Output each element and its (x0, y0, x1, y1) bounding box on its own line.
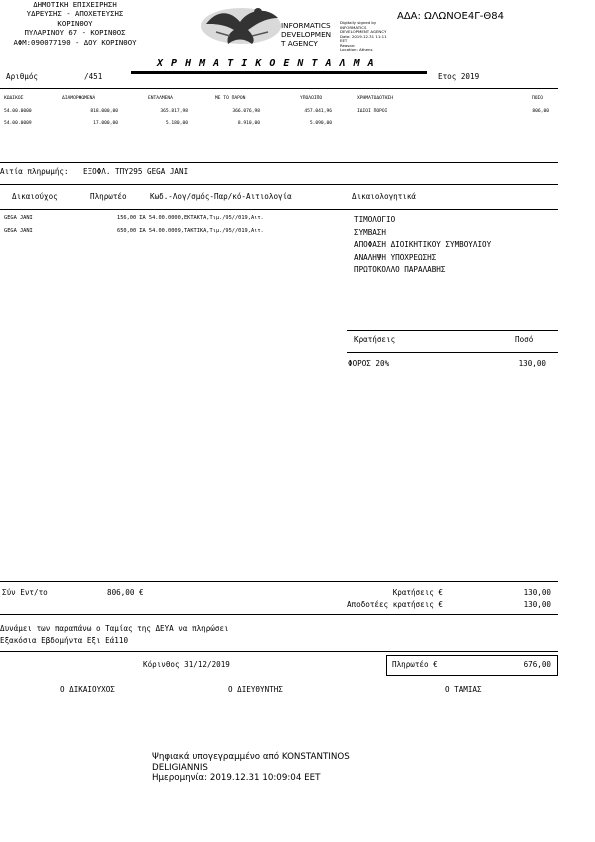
header-beneficiary: Δικαιούχος (12, 192, 58, 201)
deductions-payable-label: Αποδοτέες κρατήσεις € (346, 600, 443, 609)
table-row-issued: 5.180,00 (165, 121, 188, 126)
table-row-code: 54.00.0009 (4, 121, 32, 126)
col-header-amount: ΠΟΣΟ (532, 96, 544, 101)
table-row-formed: 17.000,00 (93, 121, 118, 126)
org-line: ΠΥΛΑΡΙΝΟΥ 67 - ΚΟΡΙΝΘΟΣ (24, 28, 126, 38)
table-row-code: 54.00.0000 (4, 109, 32, 114)
signature-line: Ημερομηνία: 2019.12.31 10:09:04 EET (152, 773, 321, 784)
deductions-header-label: Κρατήσεις (354, 335, 396, 344)
document-item: ΤΙΜΟΛΟΓΙΟ (354, 215, 396, 224)
payable-label: Πληρωτέο € (392, 660, 438, 669)
place-date: Κόρινθος 31/12/2019 (143, 660, 230, 669)
col-header-code: ΚΩΔΙΚΟΣ (4, 96, 24, 101)
signature-stamp: Digitally signed by INFORMATICS DEVELOPMENT AGENCY Date: 2019.12.31 11:11 EET Reason: Location: Athens (340, 20, 387, 52)
org-line: ΔΗΜΟΤΙΚΗ ΕΠΙΧΕΙΡΗΣΗ (33, 0, 117, 9)
signatory-director: Ο ΔΙΕΥΘΥΝΤΗΣ (228, 685, 283, 694)
table-row-remaining: 5.090,00 (309, 121, 332, 126)
signatory-beneficiary: Ο ΔΙΚΑΙΟΥΧΟΣ (60, 685, 115, 694)
deductions-total-value: 130,00 (523, 588, 551, 597)
header-code: Κωδ.-Λογ/σμός-Παρ/κό-Αιτιολογία (150, 192, 292, 201)
col-header-formed: ΔΙΑΜΟΡΦΩΜΕΝΑ (62, 96, 96, 101)
divider (0, 162, 558, 163)
list-item-beneficiary: GEGA JANI (4, 215, 33, 221)
emblem-logo (196, 2, 286, 48)
deduction-label: ΦΟΡΟΣ 20% (348, 359, 390, 368)
org-line: ΥΔΡΕΥΣΗΣ - ΑΠΟΧΕΤΕΥΣΗΣ (26, 9, 124, 19)
number-label: Αριθμός (6, 72, 39, 81)
deductions-total-label: Κρατήσεις € (392, 588, 443, 597)
header-payable: Πληρωτέο (90, 192, 127, 201)
table-row-formed: 818.000,00 (90, 109, 118, 114)
digital-signature (152, 752, 350, 784)
amount-in-words: Εξακόσια Εβδομήντα Εξι Eά110 (0, 636, 129, 645)
org-line: ΚΟΡΙΝΘΟΥ (57, 18, 93, 28)
sum-value: 806,00 € (107, 588, 144, 597)
documents-list (354, 214, 491, 277)
signature-line: Ψηφιακά υπογεγραμμένο από KONSTANTINOS (152, 752, 350, 762)
col-header-issued: ΕΝΤΑΛΜΕΝΑ (148, 96, 173, 101)
deduction-amount: 130,00 (518, 359, 546, 368)
order-text: Δυνάμει των παραπάνω ο Ταμίας της ΔΕΥΑ να πληρώσει (0, 624, 229, 633)
payment-reason-label: Αιτία πληρωμής: (0, 167, 69, 176)
table-row-amount: 806,00 (532, 109, 549, 114)
divider (347, 352, 558, 353)
list-item-detail: 156,00 ΣΑ 54.00.0000,ΕΚΤΑΚΤΑ,Τιμ./95//019,Αιτ. (117, 215, 264, 221)
deductions-payable-value: 130,00 (523, 600, 551, 609)
col-header-funding: ΧΡΗΜΑΤΟΔΟΤΗΣΗ (357, 96, 393, 101)
document-item: ΑΠΟΦΑΣΗ ΔΙΟΙΚΗΤΙΚΟΥ ΣΥΜΒΟΥΛΙΟΥ (354, 240, 492, 250)
table-row-remaining: 457.041,96 (304, 109, 332, 114)
number-value: /451 (84, 72, 103, 81)
divider (0, 184, 558, 185)
deductions-header-amount: Ποσό (515, 335, 534, 344)
title-underline (131, 71, 427, 74)
divider (347, 330, 558, 331)
table-row-current: 366.076,98 (232, 109, 260, 114)
divider (0, 614, 558, 615)
list-item-detail: 650,00 ΣΑ 54.00.0009,ΤΑΚΤΙΚΑ,Τιμ./95//019,Αιτ. (117, 228, 264, 234)
divider (0, 209, 558, 210)
document-item: ΣΥΜΒΑΣΗ (354, 227, 387, 237)
sum-label: Σύν Εντ/το (2, 588, 48, 597)
year-label: Ετος 2019 (438, 72, 480, 81)
divider (0, 651, 558, 652)
document-item: ΠΡΩΤΟΚΟΛΛΟ ΠΑΡΑΛΑΒΗΣ (354, 265, 446, 275)
payment-reason-value: ΕΞΟΦΛ. ΤΠΥ295 GEGA JANI (83, 167, 189, 176)
table-row-issued: 365.817,98 (160, 109, 188, 114)
header-documents: Δικαιολογητικά (352, 192, 417, 201)
signature-line: DELIGIANNIS (152, 762, 208, 773)
signatory-cashier: Ο ΤΑΜΙΑΣ (445, 685, 482, 694)
organization-block (0, 0, 150, 47)
col-header-current: ΜΕ ΤΟ ΠΑΡΟΝ (215, 96, 246, 101)
document-title: Χ Ρ Η Μ Α Τ Ι Κ Ο Ε Ν Τ Α Λ Μ Α (157, 58, 375, 69)
divider (0, 581, 558, 582)
col-header-remaining: ΥΠΟΛΟΙΠΟ (300, 96, 323, 101)
table-row-current: 8.910,00 (237, 121, 260, 126)
agency-text: INFORMATICS DEVELOPMEN T AGENCY (281, 21, 332, 48)
ada-code: ΑΔΑ: ΩΛΩΝΟΕ4Γ-Θ84 (397, 11, 505, 22)
table-row-funding: ΙΔΙΟΙ ΠΟΡΟΙ (357, 109, 388, 114)
org-line: ΑΦΜ:090077190 - ΔΟΥ ΚΟΡΙΝΘΟΥ (13, 37, 137, 47)
divider (0, 88, 558, 89)
list-item-beneficiary: GEGA JANI (4, 228, 33, 234)
payable-value: 676,00 (523, 660, 551, 669)
document-item: ΑΝΑΛΗΨΗ ΥΠΟΧΡΕΩΣΗΣ (354, 252, 437, 262)
